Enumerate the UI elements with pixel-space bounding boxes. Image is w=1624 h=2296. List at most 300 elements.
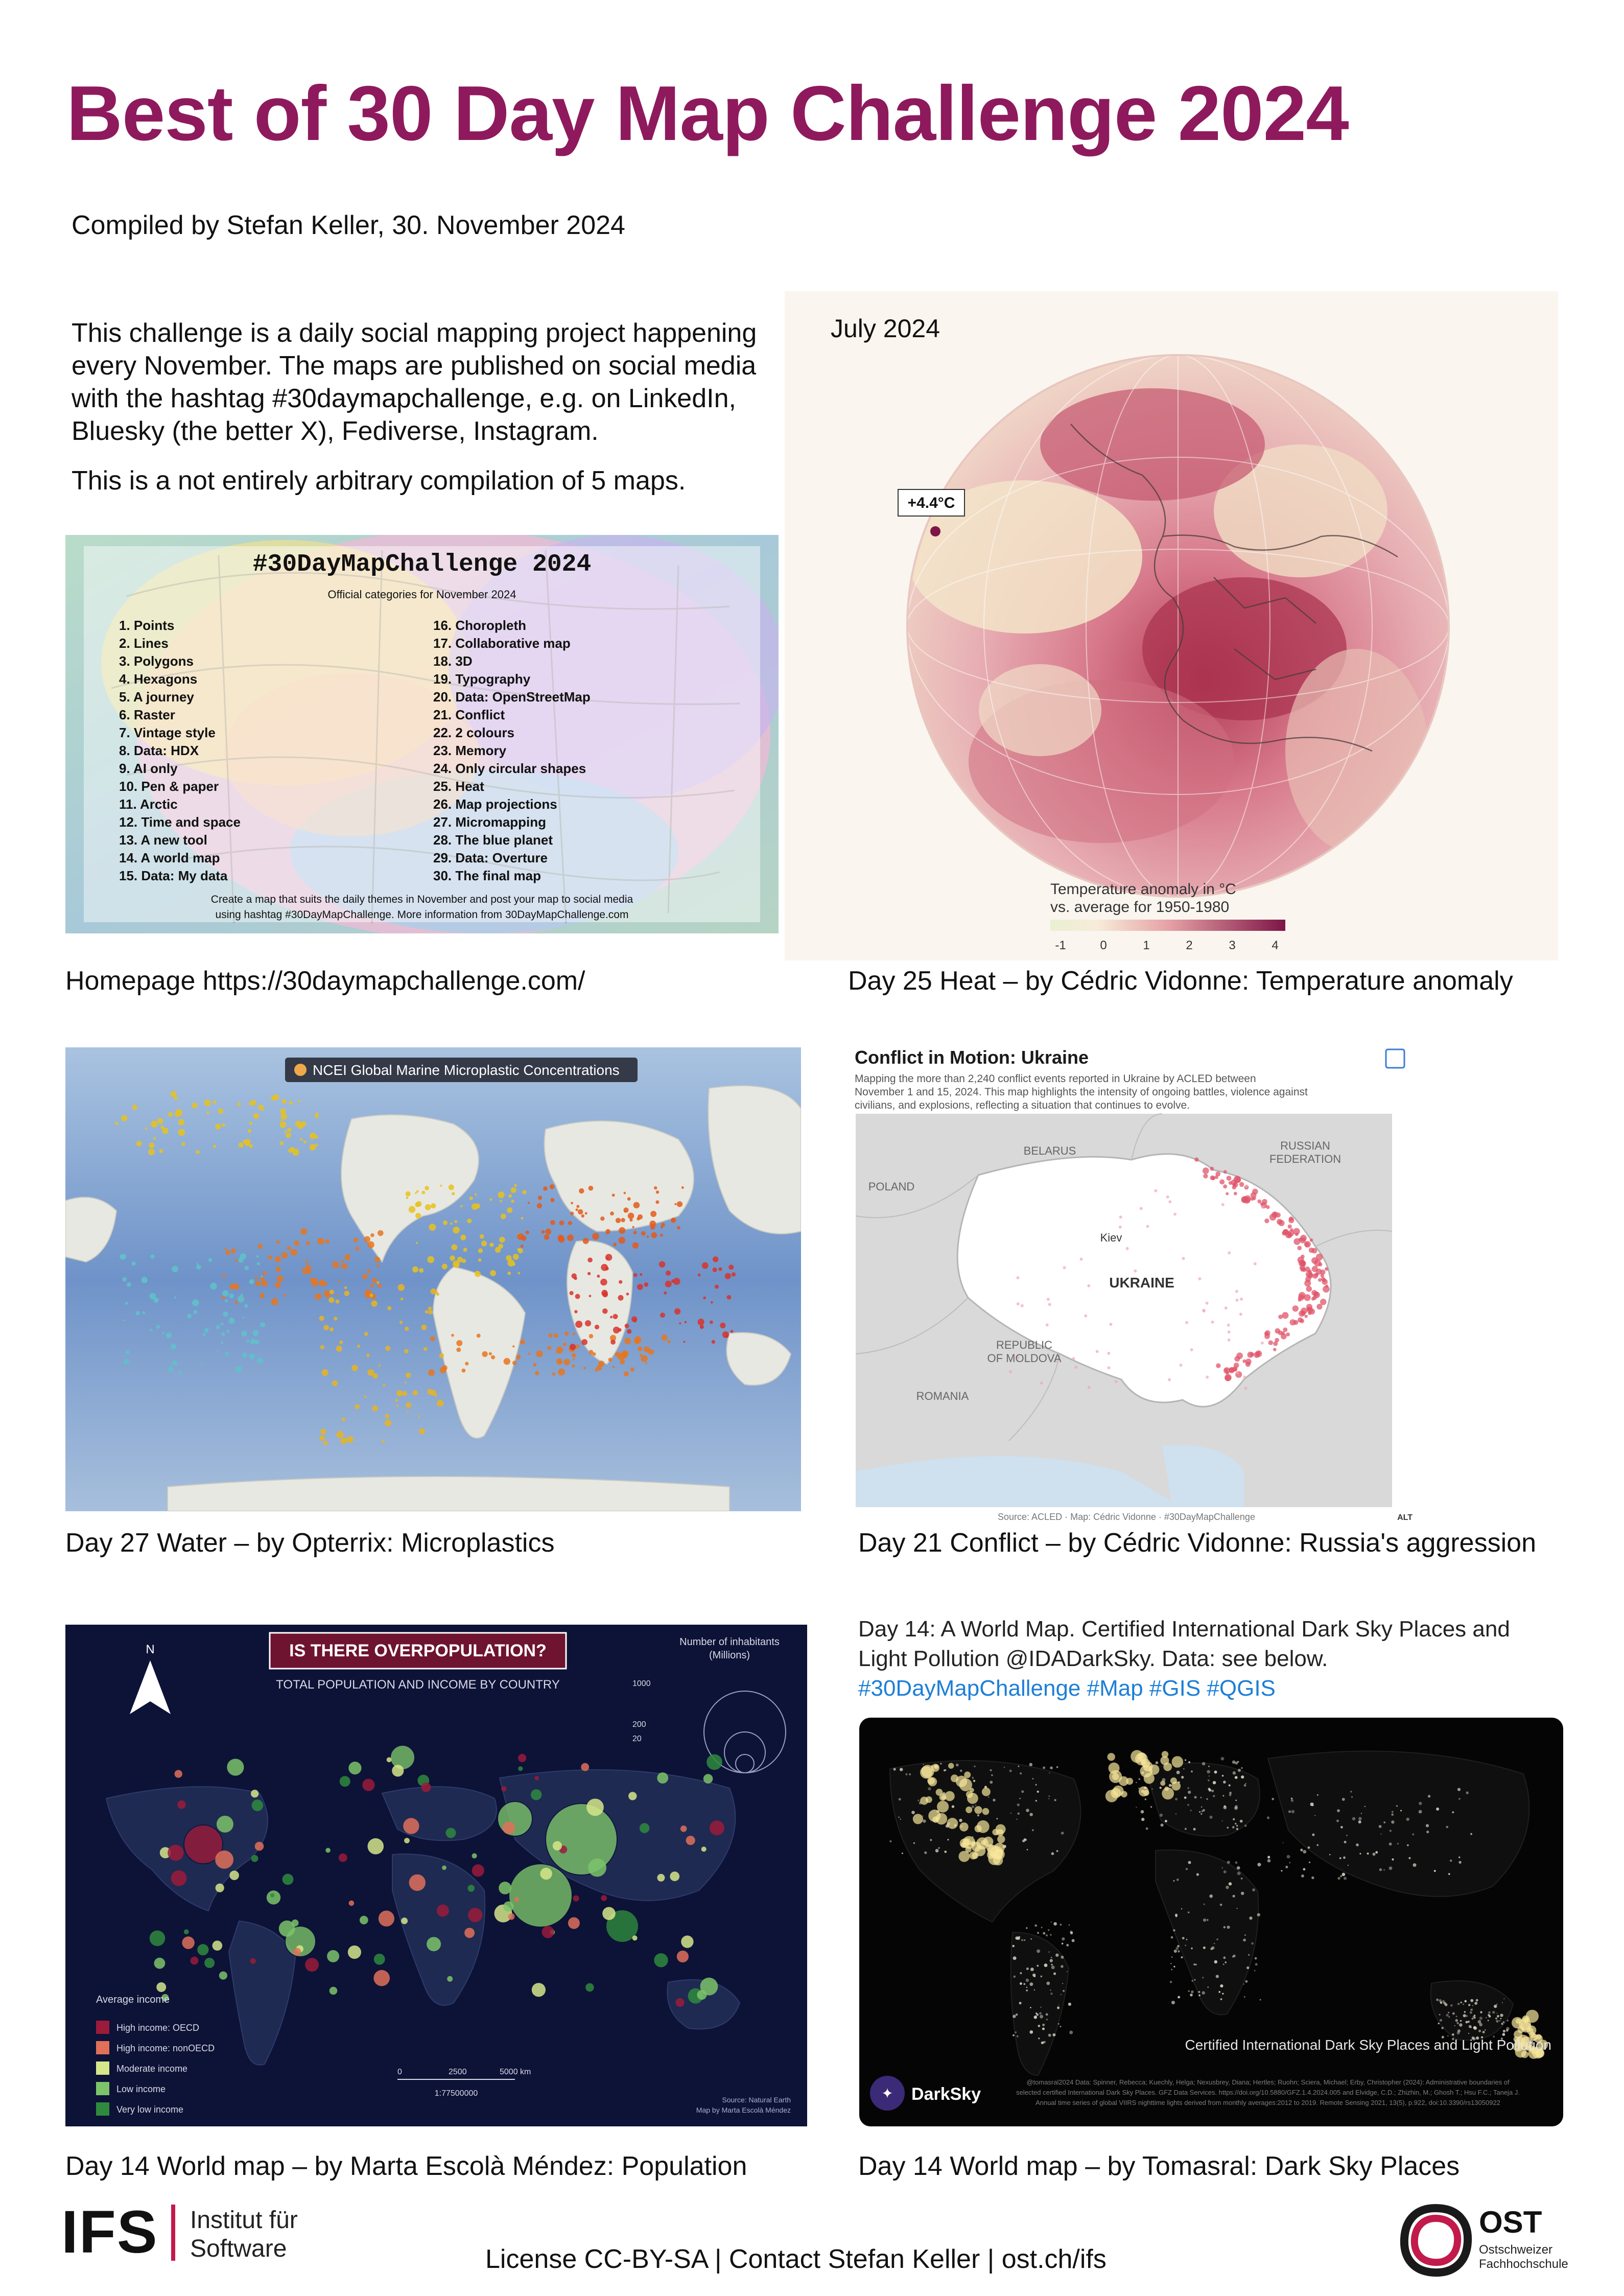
microplastic-point [261, 1293, 264, 1296]
poster-heading: #30DayMapChallenge 2024 [252, 551, 592, 578]
light-point [1375, 1851, 1378, 1854]
darksky-credits-1: @tomasral2024 Data: Spinner, Rebecca; Kuechly, Helga; Nexusbrey, Diana; Hertles; Ruohn; Sciera, Michael; Erby, Christopher (2024): Administrative boundaries of [1026, 2078, 1510, 2086]
microplastic-point [507, 1207, 512, 1213]
microplastic-point [522, 1190, 526, 1194]
light-point [1257, 1863, 1261, 1866]
conflict-event-point [1305, 1315, 1308, 1318]
light-point [1018, 1766, 1020, 1767]
light-point [1316, 1844, 1319, 1846]
income-legend-label: Very low income [116, 2104, 184, 2115]
light-point [1352, 1817, 1355, 1820]
conflict-event-point [1225, 1306, 1228, 1309]
population-circle [532, 1983, 546, 1997]
light-point [1194, 1979, 1195, 1981]
population-circle [409, 1875, 426, 1891]
caption-conflict: Day 21 Conflict – by Cédric Vidonne: Russia's aggression [858, 1528, 1536, 1558]
size-legend-1000: 1000 [632, 1679, 651, 1688]
microplastic-point [600, 1279, 607, 1286]
caption-water: Day 27 Water – by Opterrix: Microplastics [65, 1528, 555, 1558]
microplastic-point [406, 1402, 411, 1408]
light-point [1220, 1998, 1222, 2000]
light-point [1015, 2031, 1017, 2033]
light-point [1017, 1803, 1020, 1806]
microplastic-point [508, 1194, 512, 1198]
microplastic-point [423, 1347, 428, 1351]
microplastic-point [294, 1240, 300, 1246]
microplastic-point [261, 1276, 263, 1278]
conflict-event-point [1227, 1176, 1232, 1181]
light-point [1207, 1919, 1208, 1920]
light-point [1466, 2015, 1468, 2017]
light-point [1502, 2002, 1503, 2003]
light-point [1035, 1784, 1037, 1786]
conflict-event-point [1180, 1364, 1183, 1367]
light-point [1170, 1963, 1171, 1964]
light-point [900, 1819, 901, 1820]
light-point [1198, 1995, 1201, 1997]
microplastic-point [337, 1431, 344, 1438]
microplastic-point [521, 1235, 527, 1241]
light-point [1030, 1813, 1033, 1816]
light-point [1470, 1833, 1472, 1835]
light-point [1479, 2023, 1482, 2027]
conflict-event-point [1084, 1315, 1087, 1318]
light-point [1408, 1857, 1410, 1859]
light-point [1038, 2025, 1041, 2027]
label-moldova-2: OF MOLDOVA [987, 1352, 1062, 1365]
light-point [1470, 2011, 1472, 2014]
light-point [1419, 1810, 1422, 1814]
microplastic-point [559, 1221, 564, 1226]
light-point [1472, 2016, 1474, 2018]
light-point [1222, 1775, 1224, 1777]
microplastic-point [367, 1269, 371, 1273]
microplastic-point [558, 1236, 565, 1243]
population-circle [177, 1800, 186, 1809]
light-point [1287, 1855, 1290, 1859]
light-point [1237, 1761, 1239, 1763]
light-point [1494, 2005, 1497, 2008]
microplastic-point [310, 1133, 316, 1139]
light-point [1141, 1818, 1144, 1821]
microplastic-point [221, 1332, 225, 1336]
light-point [923, 1764, 924, 1765]
conflict-event-point [1206, 1302, 1209, 1305]
microplastic-point [461, 1369, 465, 1373]
microplastic-point [370, 1233, 374, 1237]
microplastic-point [396, 1405, 398, 1407]
caption-population: Day 14 World map – by Marta Escolà Méndez: Population [65, 2151, 747, 2181]
microplastic-point [533, 1363, 536, 1367]
microplastic-point [567, 1234, 574, 1241]
microplastic-point [275, 1267, 280, 1272]
light-point [1459, 2023, 1463, 2027]
microplastic-point [204, 1099, 211, 1106]
microplastic-point [387, 1306, 391, 1310]
microplastic-point [132, 1261, 136, 1266]
microplastic-point [613, 1314, 618, 1319]
microplastic-point [421, 1325, 427, 1330]
light-point [1426, 1831, 1429, 1833]
income-legend-label: High income: nonOECD [116, 2043, 215, 2053]
microplastic-point [149, 1293, 156, 1300]
light-point [1191, 1771, 1193, 1773]
microplastic-point [431, 1203, 436, 1208]
microplastic-point [168, 1367, 174, 1372]
light-point [1150, 1806, 1152, 1808]
north-arrow-icon [130, 1660, 171, 1714]
microplastic-point [537, 1203, 542, 1208]
conflict-desc-1: Mapping the more than 2,240 conflict events reported in Ukraine by ACLED between [855, 1073, 1256, 1085]
population-circle [703, 1774, 713, 1784]
conflict-event-point [1198, 1277, 1202, 1280]
microplastic-point [570, 1291, 574, 1295]
light-point [1438, 2023, 1440, 2024]
light-point [1171, 1936, 1173, 1939]
light-point [1436, 1999, 1439, 2001]
income-legend-label: Low income [116, 2084, 166, 2094]
microplastic-point [640, 1273, 642, 1276]
microplastic-point [315, 1293, 321, 1300]
microplastic-point [193, 1310, 197, 1314]
light-point [1213, 1795, 1215, 1797]
light-point [1052, 2033, 1055, 2036]
light-point [1340, 1826, 1343, 1829]
microplastic-point [225, 1352, 229, 1356]
light-point [1291, 1810, 1295, 1814]
microplastic-point [550, 1220, 555, 1225]
light-point [1173, 1929, 1175, 1931]
conflict-event-point [1306, 1286, 1312, 1292]
conflict-event-point [1239, 1182, 1244, 1187]
microplastic-point [179, 1371, 182, 1374]
microplastic-point [616, 1218, 621, 1223]
light-point [1195, 1964, 1196, 1965]
conflict-event-point [1096, 1350, 1099, 1353]
light-point [1223, 1926, 1226, 1928]
light-point [1034, 1925, 1037, 1927]
light-point [1175, 1798, 1178, 1800]
light-point [1300, 1848, 1303, 1851]
microplastic-point [618, 1295, 624, 1301]
light-point [1246, 1966, 1249, 1969]
light-point [1383, 1869, 1385, 1871]
microplastic-point [123, 1319, 125, 1321]
microplastic-point [149, 1142, 155, 1148]
dark-sky-place [1126, 1778, 1133, 1785]
light-point [1209, 1894, 1213, 1898]
conflict-map-image [840, 1037, 1425, 1522]
footer-license[interactable]: License CC-BY-SA | Contact Stefan Keller | ost.ch/ifs [485, 2244, 1107, 2274]
microplastic-point [315, 1278, 318, 1282]
light-point [1136, 1807, 1137, 1808]
poster-category-right: 20. Data: OpenStreetMap [433, 689, 591, 705]
microplastic-point [398, 1284, 405, 1291]
microplastic-point [660, 1234, 663, 1237]
dark-sky-place [1111, 1788, 1121, 1798]
conflict-event-point [1244, 1387, 1248, 1390]
light-point [1496, 2004, 1498, 2005]
microplastic-point [698, 1274, 701, 1277]
microplastic-point [319, 1436, 325, 1441]
microplastic-point [543, 1186, 548, 1191]
light-point [1069, 1925, 1070, 1926]
microplastic-point [514, 1184, 516, 1187]
microplastic-point [641, 1231, 646, 1236]
microplastic-point [273, 1094, 279, 1100]
light-point [1209, 1816, 1212, 1819]
light-point [1196, 1873, 1199, 1876]
conflict-event-point [1080, 1258, 1083, 1261]
microplastic-point [216, 1325, 220, 1329]
light-point [1468, 2021, 1470, 2023]
conflict-event-point [1088, 1386, 1091, 1389]
microplastic-point [578, 1209, 583, 1214]
microplastic-point [187, 1314, 192, 1319]
light-point [1233, 1771, 1236, 1775]
microplastic-point [718, 1268, 722, 1271]
microplastic-point [290, 1249, 297, 1256]
microplastic-point [305, 1260, 309, 1263]
microplastic-point [589, 1295, 592, 1297]
microplastic-point [507, 1272, 511, 1275]
microplastic-point [576, 1208, 578, 1211]
population-circle [340, 1776, 350, 1787]
conflict-event-point [1185, 1321, 1188, 1324]
microplastic-point [585, 1320, 591, 1326]
microplastic-point [720, 1323, 725, 1328]
microplastic-point [713, 1256, 718, 1262]
light-point [1244, 1784, 1246, 1787]
microplastic-point [370, 1284, 374, 1287]
microplastic-point [218, 1109, 224, 1114]
conflict-event-point [1210, 1167, 1214, 1171]
light-point [900, 1768, 903, 1771]
poster-category-right: 19. Typography [433, 671, 531, 687]
microplastic-point [499, 1237, 505, 1243]
microplastic-point [627, 1329, 631, 1333]
dark-sky-place [928, 1777, 937, 1787]
light-point [1194, 1796, 1197, 1798]
population-circle [339, 1854, 347, 1862]
light-point [1021, 1939, 1023, 1941]
microplastic-point [171, 1344, 176, 1350]
light-point [1337, 1809, 1340, 1812]
microplastic-point [575, 1321, 582, 1328]
dark-sky-place [1160, 1756, 1169, 1765]
poster-category-right: 24. Only circular shapes [433, 761, 586, 776]
light-point [1244, 1934, 1245, 1935]
light-point [1199, 1811, 1201, 1813]
microplastic-point [307, 1269, 312, 1274]
light-point [1202, 1762, 1206, 1766]
microplastic-point [547, 1346, 551, 1350]
microplastic-point [558, 1369, 565, 1376]
light-point [1016, 2013, 1018, 2016]
microplastic-point [276, 1240, 280, 1244]
population-circle [632, 1935, 638, 1940]
light-point [1173, 1966, 1175, 1967]
heat-legend-tick: 2 [1186, 939, 1193, 952]
dark-sky-place [1527, 2026, 1537, 2035]
alt-badge[interactable]: ALT [1397, 1513, 1413, 1522]
light-point [1463, 2003, 1464, 2005]
microplastic-point [498, 1191, 505, 1198]
ost-name-1: Ostschweizer [1479, 2243, 1553, 2257]
microplastic-point [145, 1127, 148, 1130]
microplastic-point [452, 1244, 458, 1250]
light-point [1188, 1791, 1191, 1794]
population-circle [601, 1895, 607, 1901]
population-circle [182, 1936, 195, 1949]
light-point [1156, 1761, 1159, 1764]
microplastic-point [595, 1325, 599, 1329]
expand-icon[interactable] [1386, 1049, 1404, 1068]
light-point [1452, 2012, 1455, 2015]
microplastic-point [667, 1340, 671, 1344]
light-point [1456, 2016, 1457, 2017]
conflict-event-point [1048, 1303, 1051, 1306]
population-circle [168, 1845, 183, 1861]
microplastic-point [344, 1286, 347, 1290]
conflict-event-point [1264, 1333, 1270, 1339]
light-point [1160, 1787, 1162, 1789]
conflict-event-point [1107, 1352, 1110, 1355]
light-point [1445, 2003, 1448, 2006]
microplastic-point [452, 1192, 455, 1195]
conflict-event-point [1228, 1339, 1231, 1342]
conflict-event-point [1234, 1176, 1241, 1183]
microplastic-point [703, 1297, 706, 1300]
light-point [1019, 1798, 1021, 1799]
light-point [1457, 2003, 1460, 2005]
microplastic-point [246, 1340, 249, 1343]
light-point [1050, 1767, 1053, 1770]
microplastic-point [315, 1114, 319, 1118]
light-point [1198, 1991, 1201, 1993]
microplastic-point [150, 1254, 154, 1258]
microplastic-point [587, 1272, 591, 1275]
microplastic-point [698, 1319, 704, 1325]
microplastic-point [630, 1368, 634, 1372]
conflict-source: Source: ACLED · Map: Cédric Vidonne · #30DayMapChallenge [998, 1512, 1255, 1522]
light-point [938, 1847, 939, 1848]
population-circle [472, 1853, 477, 1858]
conflict-event-point [1166, 1196, 1169, 1199]
light-point [1473, 2026, 1476, 2029]
microplastic-point [298, 1100, 300, 1103]
income-legend-swatch [96, 2082, 109, 2095]
light-point [1251, 1942, 1254, 1945]
microplastic-point [244, 1304, 248, 1308]
microplastic-point [271, 1298, 278, 1305]
microplastic-point [364, 1236, 370, 1243]
population-circle [227, 1759, 244, 1775]
microplastic-point [300, 1138, 302, 1141]
light-point [936, 1851, 937, 1852]
light-point [1066, 1944, 1069, 1947]
microplastic-point [650, 1225, 655, 1230]
microplastic-point [633, 1273, 638, 1277]
microplastic-point [241, 1331, 247, 1337]
microplastic-point [574, 1310, 577, 1313]
population-circle [360, 1916, 368, 1925]
microplastic-point [597, 1365, 602, 1371]
microplastic-point [610, 1340, 616, 1345]
light-point [959, 1819, 962, 1822]
darksky-hashtags[interactable]: #30DayMapChallenge #Map #GIS #QGIS [858, 1676, 1276, 1701]
poster-footer-1: Create a map that suits the daily themes in November and post your map to social media [210, 894, 633, 905]
darksky-post [858, 1614, 1573, 1703]
microplastic-point [659, 1261, 665, 1268]
microplastic-point [224, 1248, 227, 1250]
conflict-event-point [1293, 1238, 1300, 1245]
challenge-poster-image [65, 535, 779, 933]
dark-sky-place [996, 1824, 1006, 1835]
conflict-event-point [1241, 1197, 1248, 1203]
population-circle [553, 1841, 562, 1850]
light-point [1208, 1788, 1211, 1790]
light-point [1396, 1805, 1398, 1807]
microplastic-point [215, 1124, 221, 1130]
light-point [1486, 2017, 1487, 2018]
light-point [1061, 1832, 1064, 1835]
microplastic-point [319, 1280, 325, 1286]
microplastic-point [310, 1144, 316, 1151]
conflict-event-point [1154, 1189, 1157, 1192]
microplastic-point [127, 1282, 131, 1287]
light-point [917, 1799, 919, 1801]
light-point [1041, 1927, 1043, 1928]
microplastic-point [618, 1353, 625, 1361]
conflict-desc-2: November 1 and 15, 2024. This map highlights the intensity of ongoing battles, violence against [855, 1086, 1308, 1098]
microplastic-point [638, 1346, 642, 1351]
light-point [945, 1850, 947, 1853]
microplastic-point [489, 1198, 492, 1201]
microplastic-point [727, 1295, 732, 1300]
conflict-event-point [1261, 1342, 1264, 1345]
microplastic-point [715, 1284, 719, 1288]
light-point [1291, 1799, 1293, 1802]
water-map-image [65, 1047, 801, 1511]
dark-sky-place [956, 1776, 967, 1787]
income-legend-label: Moderate income [116, 2064, 188, 2074]
microplastic-point [449, 1184, 454, 1190]
microplastic-point [124, 1359, 129, 1364]
light-point [1030, 1967, 1034, 1971]
microplastic-point [563, 1359, 570, 1365]
microplastic-point [504, 1358, 510, 1365]
light-point [1048, 1951, 1050, 1953]
microplastic-point [151, 1120, 158, 1128]
conflict-event-point [1293, 1320, 1299, 1325]
light-point [1037, 1950, 1040, 1953]
light-point [1267, 1816, 1269, 1819]
light-point [1238, 1769, 1241, 1772]
microplastic-point [664, 1292, 667, 1295]
dark-sky-place [975, 1825, 982, 1832]
microplastic-point [428, 1306, 432, 1310]
ifs-name-2: Software [190, 2235, 287, 2262]
microplastic-point [637, 1284, 643, 1290]
light-point [1337, 1877, 1340, 1880]
microplastic-point [213, 1100, 217, 1104]
light-point [1201, 1813, 1202, 1815]
microplastic-point [613, 1327, 620, 1333]
conflict-event-point [1239, 1313, 1242, 1316]
microplastic-point [277, 1275, 284, 1282]
population-circle [602, 1907, 616, 1920]
